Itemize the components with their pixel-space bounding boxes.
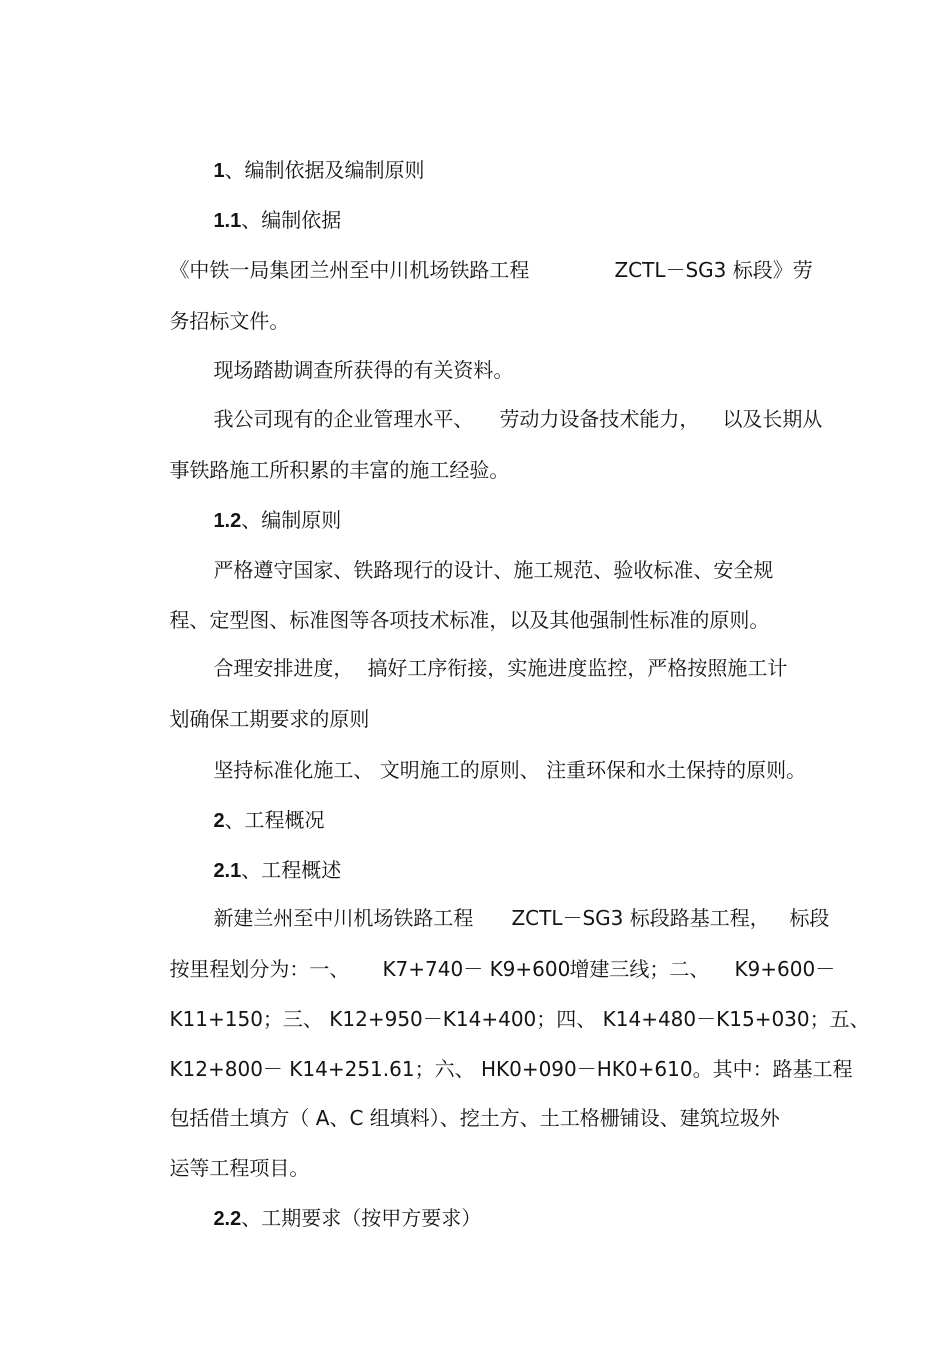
text-run: 严格遵守国家、铁路现行的设计、施工规范、验收标准、安全规 (213, 558, 774, 582)
heading-number: 1.2 (213, 510, 242, 532)
heading-section-2-2 (188, 1176, 481, 1261)
text-run: 现场踏勘调查所获得的有关资料。 (213, 358, 514, 382)
text-run: 《中铁一局集团兰州至中川机场铁路工程 (169, 258, 530, 282)
paragraph-line (697, 377, 822, 461)
text-run: ZCTL－SG3 标段》劳 (614, 258, 813, 282)
heading-number: 1 (213, 160, 225, 182)
text-run: 搞好工序衔接，实施进度监控，严格按照施工计 (367, 656, 788, 680)
text-run: K12+800－ K14+251.61；六、 HK0+090－HK0+610。其中：路基工程 (169, 1057, 853, 1081)
text-run: 务招标文件。 (169, 309, 290, 333)
heading-title: 、工程概述 (241, 858, 342, 882)
heading-title: 、编制依据 (241, 208, 342, 232)
heading-title: 、工期要求（按甲方要求） (241, 1206, 482, 1230)
text-run: 合理安排进度， (213, 656, 354, 680)
text-run: 按里程划分为：一、 (169, 957, 350, 981)
text-run: 划确保工期要求的原则 (169, 707, 370, 731)
text-run: 我公司现有的企业管理水平、 (213, 407, 474, 431)
text-run: 标段 (789, 906, 830, 930)
heading-title: 、编制原则 (241, 508, 342, 532)
heading-title: 、编制依据及编制原则 (224, 158, 425, 182)
text-run: 劳动力设备技术能力， (499, 407, 700, 431)
text-run: 新建兰州至中川机场铁路工程 (213, 906, 474, 930)
text-run: K11+150；三、 K12+950－K14+400；四、 K14+480－K15+030；五、 (169, 1007, 870, 1031)
heading-number: 2 (213, 810, 225, 832)
text-run: 增建三线；二、 (569, 957, 710, 981)
text-run: 事铁路施工所积累的丰富的施工经验。 (169, 458, 510, 482)
paragraph-line (589, 228, 813, 312)
text-run: K7+740－ K9+600 (382, 957, 571, 981)
paragraph-line (342, 626, 787, 710)
heading-number: 2.2 (213, 1208, 242, 1230)
heading-title: 、工程概况 (224, 808, 325, 832)
text-run: 运等工程项目。 (169, 1156, 310, 1180)
heading-number: 1.1 (213, 210, 242, 232)
text-run: 程、定型图、标准图等各项技术标准，以及其他强制性标准的原则。 (169, 608, 770, 632)
text-run: 坚持标准化施工、 文明施工的原则、 注重环保和水土保持的原则。 (213, 758, 807, 782)
text-run: 包括借土填方（ A、C 组填料）、挖土方、土工格栅铺设、建筑垃圾外 (169, 1106, 780, 1130)
text-run: ZCTL－SG3 标段路基工程， (511, 906, 770, 930)
heading-number: 2.1 (213, 860, 242, 882)
text-run: K9+600－ (734, 957, 836, 981)
text-run: 以及长期从 (722, 407, 823, 431)
